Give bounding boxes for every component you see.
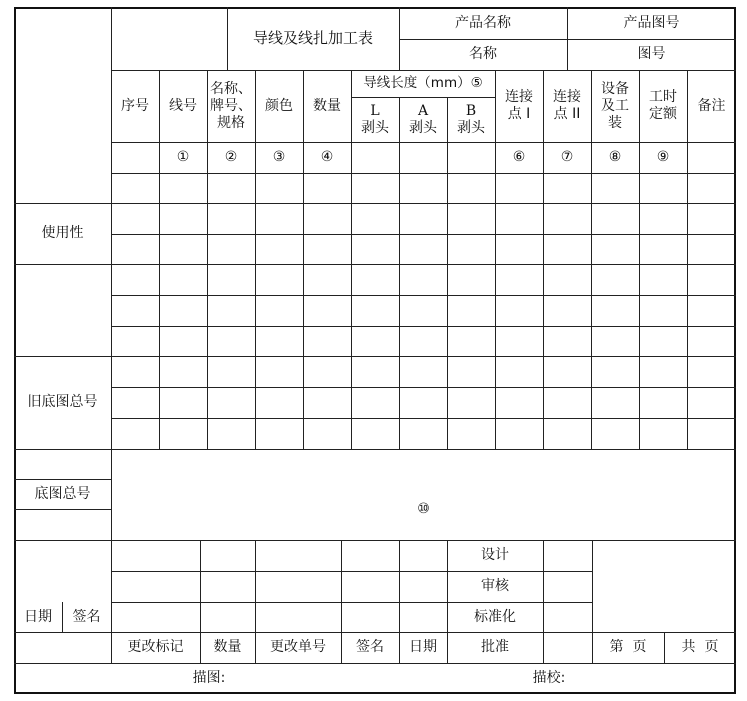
name-label: 名称 [469,46,497,62]
col-header-quantity: 数量 [313,97,341,114]
grid-line [111,264,736,265]
usage-label: 使用性 [41,225,84,241]
marker-9: ⑨ [656,149,670,165]
marker-6: ⑥ [512,149,526,165]
marker-7: ⑦ [560,149,574,165]
col-header-color: 颜色 [265,97,293,114]
grid-line [111,234,736,235]
footer-quantity-label: 数量 [213,639,242,655]
page-no-label: 第 页 [609,639,647,655]
col-header-labor-quota: 工时 定额 [649,89,677,122]
marker-1: ① [176,149,190,165]
grid-line [14,449,736,450]
grid-line [447,97,448,449]
grid-line [111,387,736,388]
col-header-wire-length: 导线长度（mm）⑤ [363,75,483,91]
product-drawing-no-label: 产品图号 [623,14,680,31]
old-base-total-label: 旧底图总号 [27,394,98,410]
date-label: 日期 [24,608,52,625]
col-header-l-strip: L 剥头 [361,102,389,136]
review-label: 审核 [481,578,509,594]
base-total-label: 底图总号 [34,485,91,502]
grid-line [111,326,736,327]
marker-8: ⑧ [608,149,622,165]
table-title: 导线及线扎加工表 [252,29,373,47]
grid-line [111,356,736,357]
marker-3: ③ [272,149,286,165]
grid-line [111,173,736,174]
grid-line [14,663,736,664]
product-name-label: 产品名称 [455,14,511,31]
col-header-seq: 序号 [121,97,149,114]
grid-line [399,97,400,449]
footer-date-label: 日期 [409,639,437,655]
tracer-label: 描图: [192,670,226,686]
change-mark-label: 更改标记 [127,639,184,655]
grid-line [14,540,736,541]
col-header-connect-2: 连接 点 II [553,89,581,122]
grid-line [543,540,544,663]
wire-processing-form [14,7,736,694]
col-header-b-strip: B 剥头 [457,102,485,136]
marker-4: ④ [320,149,334,165]
grid-line [111,418,736,419]
approve-label: 批准 [481,639,509,655]
col-header-wire-no: 线号 [169,97,197,114]
col-header-a-strip: A 剥头 [409,102,437,136]
grid-line [14,509,111,510]
marker-10: ⑩ [417,501,430,517]
grid-line [111,295,736,296]
col-header-equipment: 设备 及工 装 [601,80,629,131]
grid-line [14,264,111,265]
col-header-connect-1: 连接 点 I [505,89,533,122]
marker-2: ② [224,149,238,165]
change-order-no-label: 更改单号 [270,639,326,655]
standardize-label: 标准化 [474,608,516,625]
drawing-no-label: 图号 [637,46,666,62]
signature-label: 签名 [72,608,101,625]
col-header-remarks: 备注 [697,97,726,114]
grid-line [111,203,736,204]
col-header-name-spec: 名称、 牌号、 规格 [210,80,252,131]
design-label: 设计 [481,547,509,563]
footer-signature-label: 签名 [356,639,384,655]
trace-check-label: 描校: [532,670,566,686]
total-pages-label: 共 页 [681,639,719,655]
